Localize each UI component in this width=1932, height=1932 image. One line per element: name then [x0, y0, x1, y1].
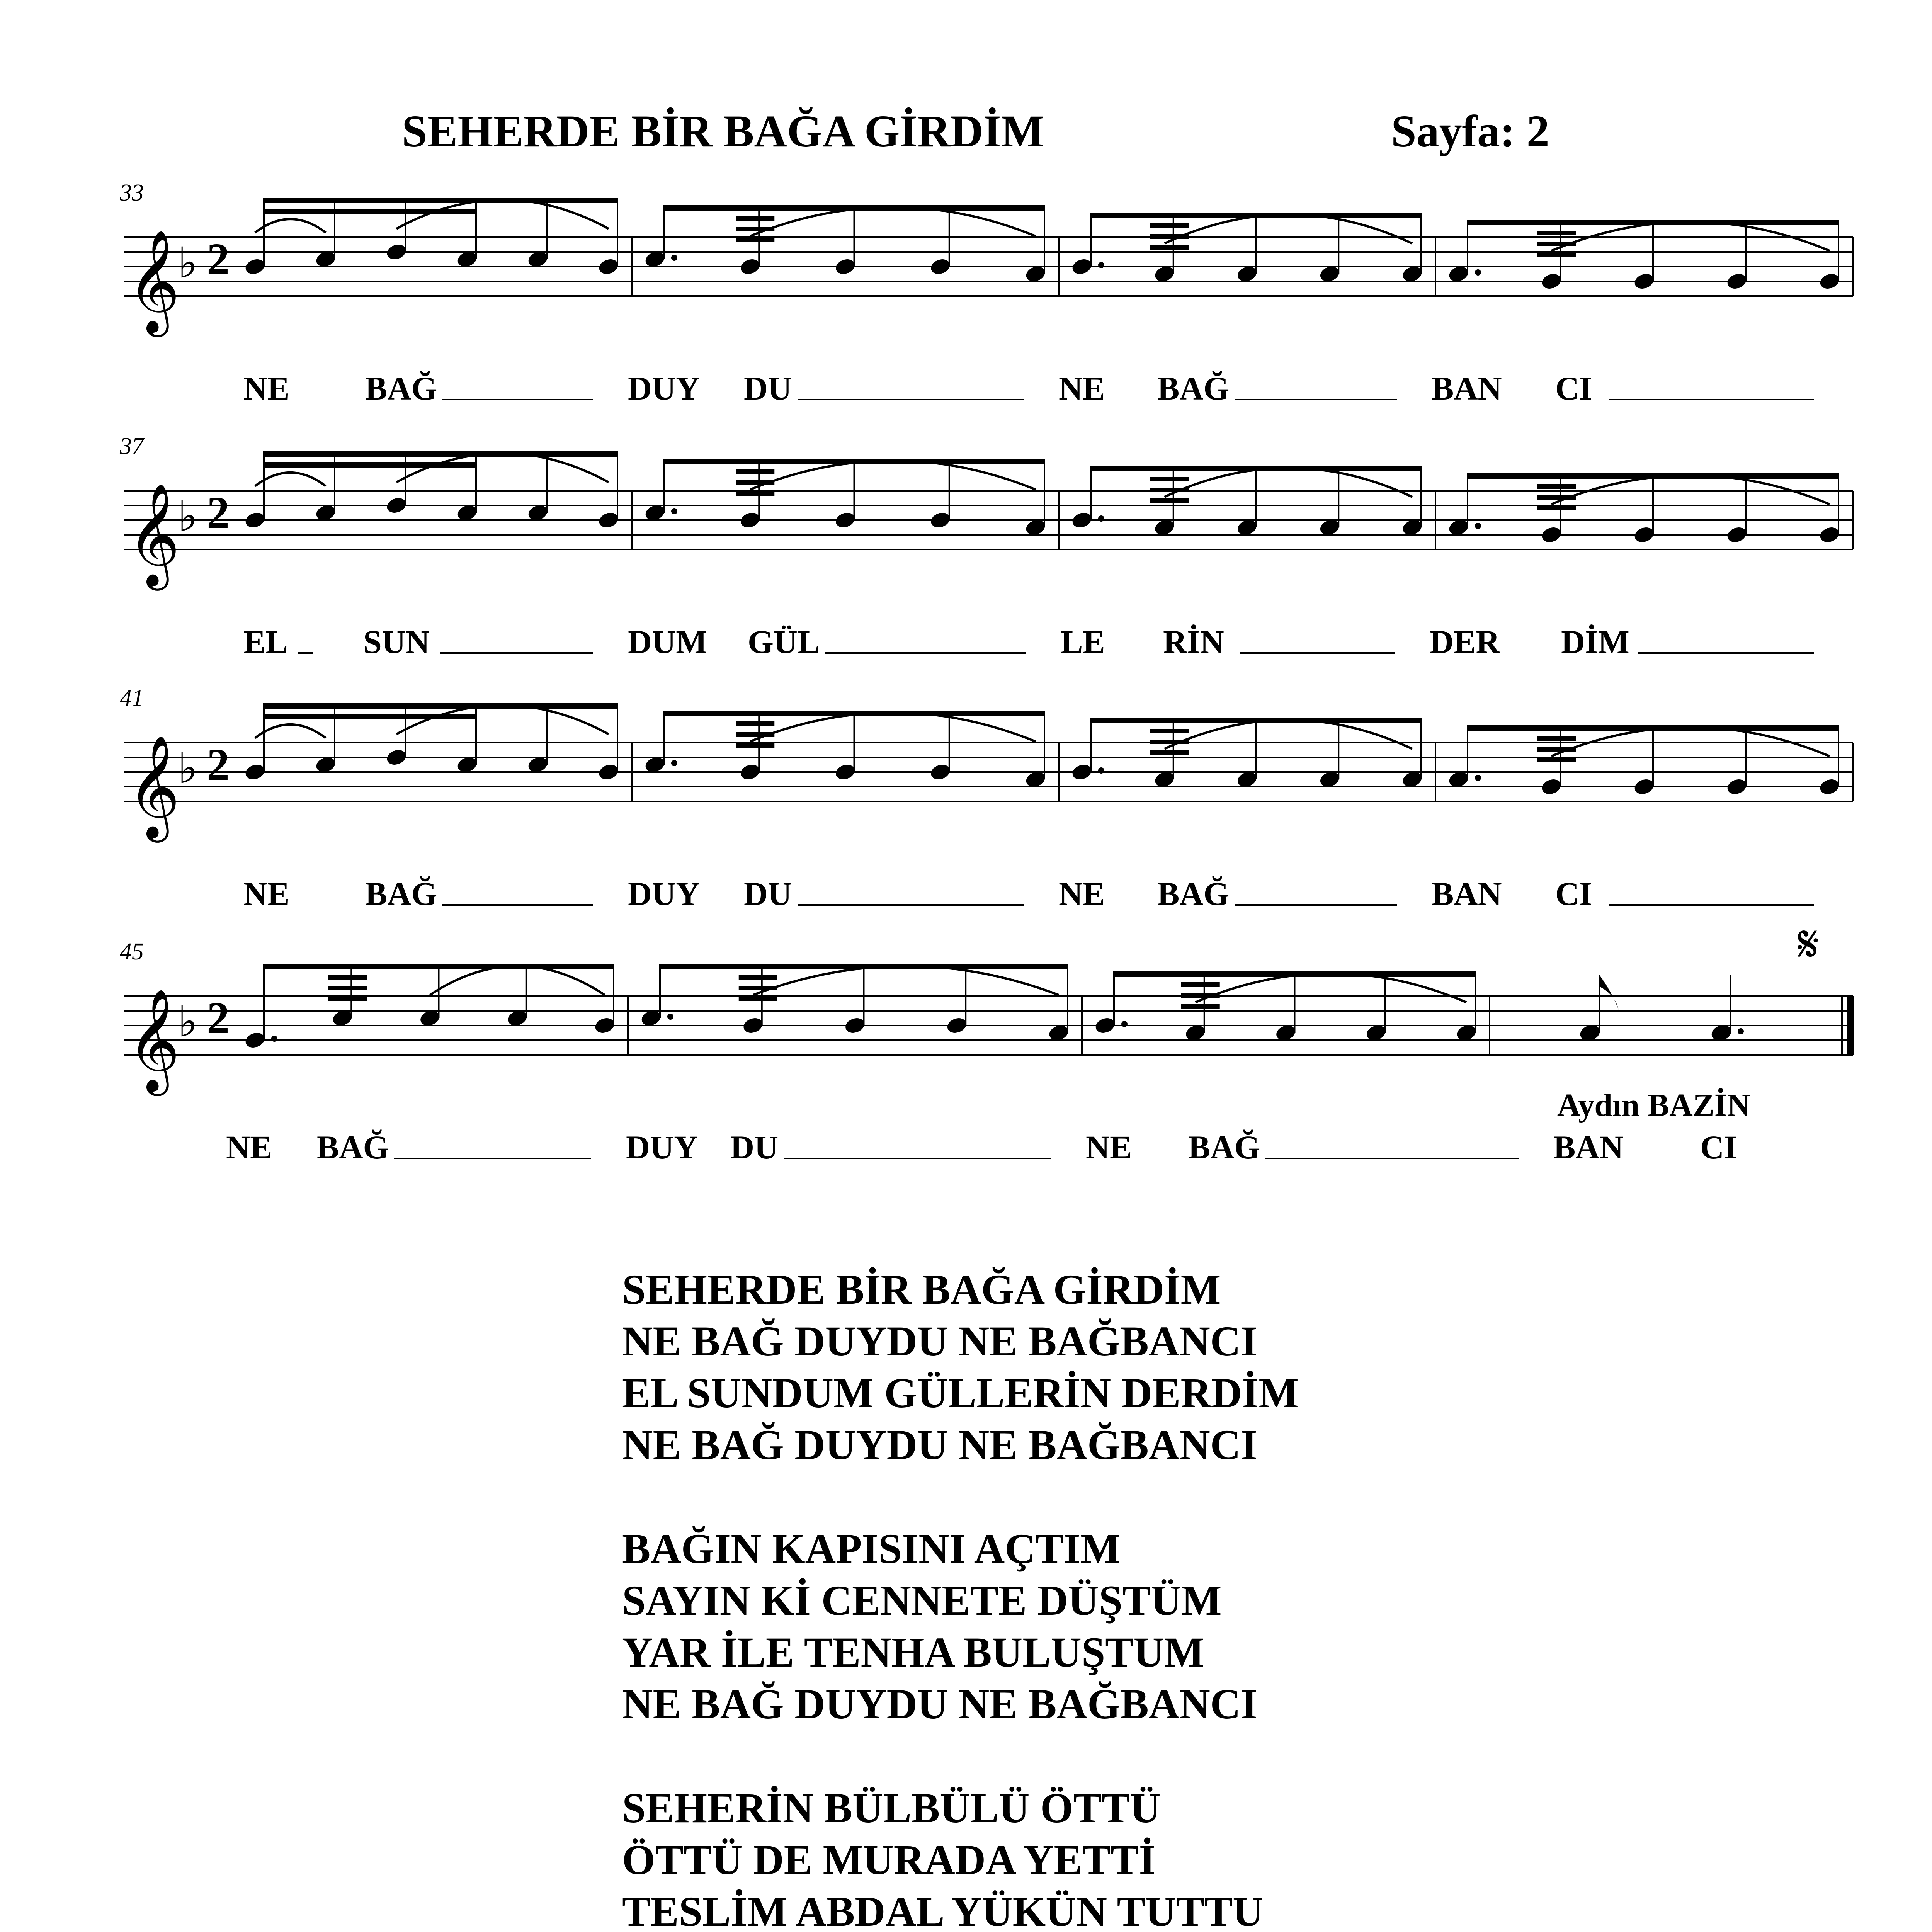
- note: [742, 1016, 764, 1036]
- lyric-syllable: DUY: [626, 1129, 698, 1166]
- slur: [396, 453, 609, 482]
- note: [929, 257, 952, 277]
- staff-system: [119, 180, 1853, 407]
- slur: [753, 966, 1059, 995]
- verse-line: SEHERDE BİR BAĞA GİRDİM: [622, 1266, 1221, 1313]
- time-signature: 2: [207, 993, 230, 1043]
- beam: [328, 975, 367, 980]
- staff-system: [120, 685, 1853, 912]
- verse-line: EL SUNDUM GÜLLERİN DERDİM: [622, 1369, 1299, 1417]
- slur: [750, 207, 1036, 236]
- note: [1725, 525, 1748, 545]
- verse-line: NE BAĞ DUYDU NE BAĞBANCI: [622, 1680, 1258, 1728]
- note-dot: [1098, 262, 1104, 268]
- beam: [264, 703, 617, 709]
- lyric-syllable: NE: [1059, 875, 1105, 912]
- lyric-syllable: NE: [226, 1129, 272, 1166]
- note: [1070, 257, 1093, 277]
- beam: [1537, 484, 1576, 489]
- note: [243, 257, 266, 277]
- beam: [736, 721, 774, 726]
- beam: [736, 216, 774, 221]
- page-number: Sayfa: 2: [1391, 106, 1549, 156]
- slur: [430, 966, 605, 995]
- beam: [1181, 1004, 1220, 1009]
- slur: [255, 473, 326, 486]
- note-dot: [271, 1036, 277, 1042]
- lyric-syllable: CI: [1700, 1129, 1737, 1166]
- note-flag: [1599, 975, 1619, 1010]
- measure-number: 41: [120, 685, 144, 711]
- beam: [264, 198, 617, 203]
- beam: [264, 964, 614, 969]
- note-dot: [1098, 767, 1104, 774]
- note: [1633, 525, 1655, 545]
- note: [1070, 510, 1093, 530]
- verse-line: NE BAĞ DUYDU NE BAĞBANCI: [622, 1318, 1258, 1365]
- lyric-syllable: CI: [1555, 875, 1592, 912]
- beam: [736, 491, 774, 496]
- note-dot: [671, 255, 677, 261]
- note-dot: [1121, 1021, 1128, 1027]
- lyric-syllable: DUY: [628, 370, 700, 407]
- slur: [396, 200, 609, 229]
- beam: [736, 469, 774, 474]
- slur: [1551, 475, 1830, 504]
- beam: [1181, 982, 1220, 987]
- note: [1725, 272, 1748, 291]
- lyric-syllable: BAĞ: [1157, 370, 1230, 407]
- time-signature: 2: [207, 739, 230, 790]
- note: [597, 257, 620, 277]
- beam: [1150, 729, 1189, 733]
- lyric-syllable: SUN: [363, 623, 430, 660]
- note: [929, 510, 952, 530]
- note: [739, 257, 762, 277]
- slur: [1165, 468, 1412, 497]
- verse-line: ÖTTÜ DE MURADA YETTİ: [622, 1836, 1156, 1883]
- lyric-syllable: NE: [243, 875, 290, 912]
- slur: [1165, 720, 1412, 749]
- note: [243, 762, 266, 782]
- verse-line: YAR İLE TENHA BULUŞTUM: [622, 1629, 1204, 1676]
- beam: [328, 997, 367, 1001]
- slur: [1196, 973, 1466, 1002]
- lyric-syllable: DER: [1430, 623, 1500, 660]
- lyric-syllable: DU: [744, 875, 792, 912]
- note-dot: [1475, 523, 1481, 529]
- measure-number: 33: [120, 180, 144, 206]
- note: [739, 510, 762, 530]
- note-dot: [1475, 269, 1481, 276]
- note-dot: [1738, 1028, 1744, 1034]
- note: [597, 762, 620, 782]
- verse-1: [622, 1264, 1299, 1471]
- lyric-syllable: NE: [243, 370, 290, 407]
- beam: [328, 986, 367, 990]
- treble-clef-icon: 𝄞: [128, 735, 180, 838]
- note: [1540, 272, 1563, 291]
- flat-icon: ♭: [178, 743, 198, 793]
- note: [243, 510, 266, 530]
- verse-2: [622, 1523, 1299, 1730]
- lyric-syllable: BAĞ: [1188, 1129, 1260, 1166]
- flat-icon: ♭: [178, 492, 198, 541]
- note-dot: [1475, 775, 1481, 781]
- time-signature: 2: [207, 234, 230, 284]
- note: [1725, 777, 1748, 797]
- beam: [739, 997, 777, 1001]
- note: [593, 1016, 616, 1036]
- note: [929, 762, 952, 782]
- note: [946, 1016, 968, 1036]
- note: [1818, 777, 1841, 797]
- beam: [1537, 758, 1576, 762]
- verse-line: TESLİM ABDAL YÜKÜN TUTTU: [622, 1888, 1264, 1932]
- note: [739, 762, 762, 782]
- lyric-syllable: BAN: [1432, 875, 1502, 912]
- note: [834, 762, 857, 782]
- beam: [1150, 498, 1189, 503]
- lyric-syllable: DU: [744, 370, 792, 407]
- beam: [1537, 506, 1576, 510]
- note: [1633, 777, 1655, 797]
- note: [1633, 272, 1655, 291]
- slur: [1165, 214, 1412, 243]
- beam: [736, 743, 774, 748]
- note-dot: [1098, 515, 1104, 522]
- note: [597, 510, 620, 530]
- lyric-syllable: CI: [1555, 370, 1592, 407]
- beam: [264, 451, 617, 457]
- measure-number: 37: [120, 433, 144, 459]
- arranger-credit: Aydın BAZİN: [1557, 1087, 1751, 1123]
- flat-icon: ♭: [178, 238, 198, 287]
- slur: [1551, 727, 1830, 756]
- note: [385, 748, 408, 767]
- note-dot: [667, 1014, 673, 1020]
- lyrics-block: [622, 1264, 1299, 1932]
- slur: [750, 461, 1036, 490]
- lyric-syllable: BAĞ: [365, 875, 437, 912]
- note: [834, 510, 857, 530]
- note: [834, 257, 857, 277]
- slur: [1551, 222, 1830, 251]
- beam: [1150, 245, 1189, 250]
- note-dot: [671, 508, 677, 514]
- segno-icon: 𝄋: [1798, 915, 1819, 973]
- lyric-syllable: GÜL: [748, 623, 820, 660]
- note: [385, 242, 408, 262]
- verse-line: BAĞIN KAPISINI AÇTIM: [622, 1525, 1121, 1572]
- song-title: SEHERDE BİR BAĞA GİRDİM: [402, 106, 1044, 156]
- note: [1094, 1016, 1116, 1036]
- lyric-syllable: DİM: [1561, 623, 1629, 660]
- lyric-syllable: EL: [243, 623, 288, 660]
- beam: [1537, 252, 1576, 257]
- lyric-syllable: BAĞ: [1157, 875, 1230, 912]
- beam: [739, 975, 777, 980]
- note: [1818, 272, 1841, 291]
- beam: [736, 238, 774, 242]
- lyric-syllable: NE: [1059, 370, 1105, 407]
- staff-system: [120, 915, 1854, 1166]
- slur: [750, 713, 1036, 742]
- measure-number: 45: [120, 939, 144, 965]
- lyric-syllable: BAN: [1553, 1129, 1624, 1166]
- treble-clef-icon: 𝄞: [128, 230, 180, 333]
- verse-line: NE BAĞ DUYDU NE BAĞBANCI: [622, 1421, 1258, 1468]
- note: [1070, 762, 1093, 782]
- note-dot: [671, 760, 677, 766]
- final-barline: [1847, 996, 1854, 1055]
- treble-clef-icon: 𝄞: [128, 483, 180, 586]
- slur: [396, 705, 609, 734]
- beam: [1150, 477, 1189, 481]
- note: [243, 1031, 266, 1050]
- beam: [1537, 231, 1576, 235]
- flat-icon: ♭: [178, 997, 198, 1046]
- note: [1540, 525, 1563, 545]
- treble-clef-icon: 𝄞: [128, 988, 180, 1092]
- time-signature: 2: [207, 487, 230, 538]
- note: [1818, 525, 1841, 545]
- lyric-syllable: BAN: [1432, 370, 1502, 407]
- note: [1540, 777, 1563, 797]
- lyric-syllable: RİN: [1163, 623, 1224, 660]
- lyric-syllable: BAĞ: [317, 1129, 389, 1166]
- lyric-syllable: DUY: [628, 875, 700, 912]
- staff-system: [119, 433, 1853, 660]
- slur: [255, 724, 326, 738]
- beam: [1150, 750, 1189, 755]
- lyric-syllable: NE: [1086, 1129, 1132, 1166]
- note: [844, 1016, 866, 1036]
- verse-line: SEHERİN BÜLBÜLÜ ÖTTÜ: [622, 1784, 1161, 1832]
- verse-3: [622, 1782, 1299, 1932]
- note: [385, 496, 408, 515]
- verse-line: SAYIN Kİ CENNETE DÜŞTÜM: [622, 1577, 1222, 1624]
- lyric-syllable: BAĞ: [365, 370, 437, 407]
- beam: [1537, 736, 1576, 741]
- beam: [1150, 223, 1189, 228]
- lyric-syllable: LE: [1061, 623, 1105, 660]
- lyric-syllable: DUM: [628, 623, 707, 660]
- slur: [255, 219, 326, 233]
- lyric-syllable: DU: [730, 1129, 779, 1166]
